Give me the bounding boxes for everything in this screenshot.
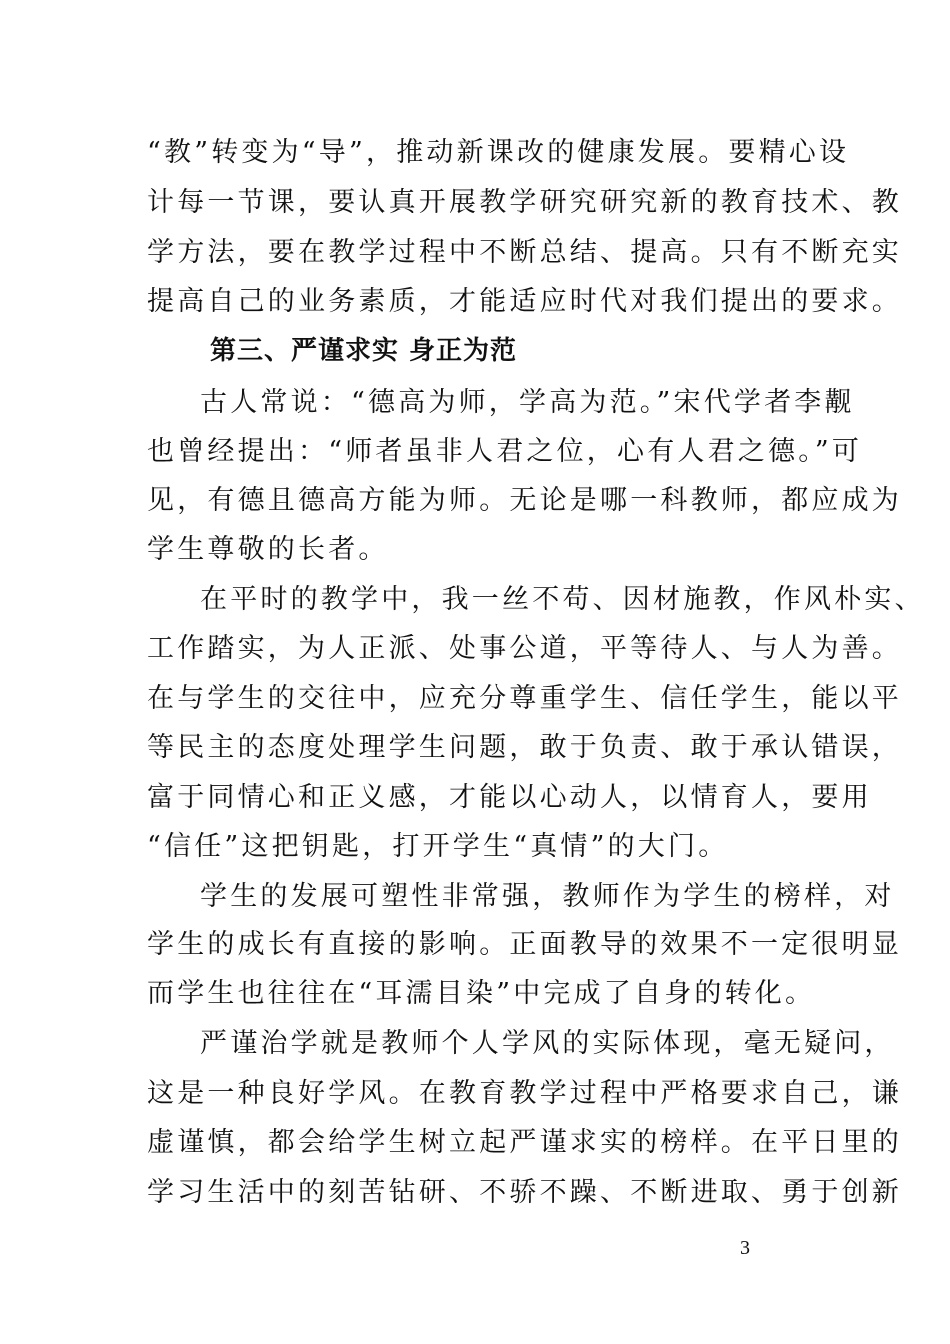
text-line: 学方法，要在教学过程中不断总结、提高。只有不断充实 [147,237,902,268]
text-line: 见，有德且德高方能为师。无论是哪一科教师，都应成为 [147,485,902,516]
text-line: “信任”这把钥匙，打开学生“真情”的大门。 [147,831,729,862]
text-line: 在平时的教学中，我一丝不苟、因材施教，作风朴实、 [200,584,925,615]
text-line: 也曾经提出：“师者虽非人君之位，心有人君之德。”可 [147,436,863,467]
text-line: 计每一节课，要认真开展教学研究研究新的教育技术、教 [147,187,902,218]
text-line: 学习生活中的刻苦钻研、不骄不躁、不断进取、勇于创新 [147,1177,902,1208]
text-line: 这是一种良好学风。在教育教学过程中严格要求自己，谦 [147,1078,902,1109]
text-line: 古人常说：“德高为师，学高为范。”宋代学者李觏 [200,387,855,418]
text-line: 等民主的态度处理学生问题，敢于负责、敢于承认错误， [147,732,902,763]
text-line: 严谨治学就是教师个人学风的实际体现，毫无疑问， [200,1028,895,1059]
text-line: 在与学生的交往中，应充分尊重学生、信任学生，能以平 [147,683,902,714]
text-line: 工作踏实，为人正派、处事公道，平等待人、与人为善。 [147,633,902,664]
page-number: 3 [740,1237,750,1259]
text-line: 富于同情心和正义感，才能以心动人，以情育人，要用 [147,782,872,813]
text-line: 学生的成长有直接的影响。正面教导的效果不一定很明显 [147,929,902,960]
section-heading: 第三、严谨求实 身正为范 [210,336,518,366]
text-line: 学生的发展可塑性非常强，教师作为学生的榜样，对 [200,881,895,912]
text-line: 而学生也往往在“耳濡目染”中完成了自身的转化。 [147,978,816,1009]
text-line: 学生尊敬的长者。 [147,534,389,565]
text-line: 虚谨慎，都会给学生树立起严谨求实的榜样。在平日里的 [147,1127,902,1158]
text-line: 提高自己的业务素质，才能适应时代对我们提出的要求。 [147,286,902,317]
text-line: “教”转变为“导”，推动新课改的健康发展。要精心设 [147,137,850,168]
